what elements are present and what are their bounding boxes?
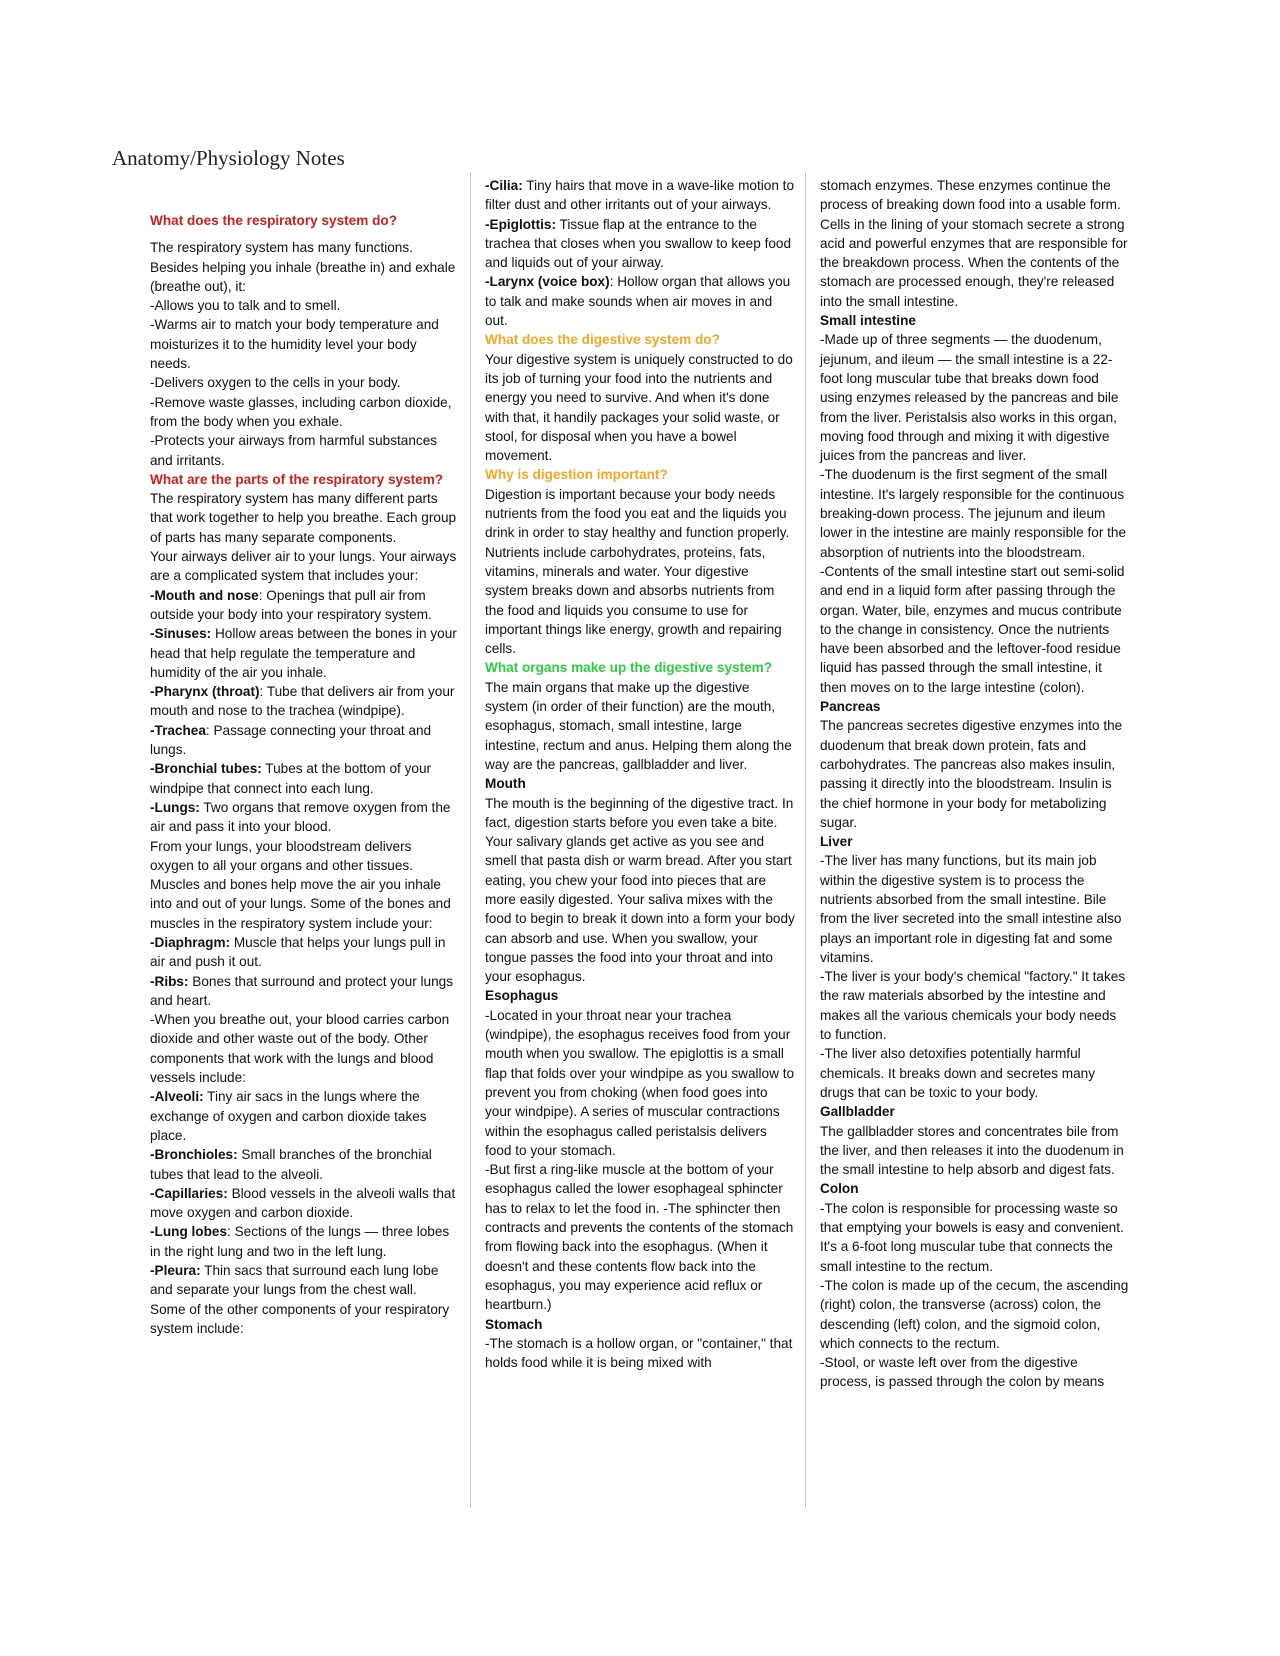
term-definition: Tiny hairs that move in a wave-like motion to filter dust and other irritants out of your airways.	[485, 178, 795, 213]
paragraph: Your airways deliver air to your lungs. Your airways are a complicated system that includes your:	[150, 549, 457, 584]
term-item	[150, 1145, 458, 1184]
term-item	[150, 586, 458, 625]
paragraph: stomach enzymes. These enzymes continue the process of breaking down food into a usable form. Cells in the lining of your stomach secrete a strong acid and powerful enzymes that are responsible for the breakdown process. When the contents of the stomach are processed enough, they're released into the small intestine.	[820, 178, 1128, 309]
paragraph: The respiratory system has many functions. Besides helping you inhale (breathe in) and exhale (breathe out), it:	[150, 240, 456, 294]
paragraph: -The duodenum is the first segment of the small intestine. It's largely responsible for the continuous breaking-down process. The jejunum and ileum lower in the intestine are mainly responsible for the absorption of nutrients into the bloodstream.	[820, 467, 1127, 560]
column-divider	[805, 172, 806, 1508]
term: -Epiglottis:	[485, 216, 556, 232]
term-definition: Two organs that remove oxygen from the air and pass it into your blood.	[150, 799, 451, 835]
paragraph: -When you breathe out, your blood carries carbon dioxide and other waste out of the body. Other components that work with the lungs and blood vessels include:	[150, 1012, 450, 1086]
term-definition: Blood vessels in the alveoli walls that move oxygen and carbon dioxide.	[150, 1185, 456, 1221]
column-divider	[470, 172, 471, 1508]
section-heading: Why is digestion important?	[485, 467, 668, 483]
term: -Capillaries:	[150, 1185, 228, 1201]
term: -Trachea	[150, 722, 206, 738]
bullet-item: -Remove waste glasses, including carbon dioxide, from the body when you exhale.	[150, 394, 452, 429]
paragraph: The mouth is the beginning of the digestive tract. In fact, digestion starts before you even take a bite. Your salivary glands get active as you see and smell that pasta dish or warm bread. After you start eating, you chew your food into pieces that are more easily digested. Your saliva mixes with the food to begin to break it down into a form your body can absorb and use. When you swallow, your tongue passes the food into your throat and into your esophagus.	[485, 795, 795, 985]
paragraph: -Located in your throat near your trachea (windpipe), the esophagus receives food from your mouth when you swallow. The epiglottis is a small flap that folds over your windpipe as you swallow to prevent you from choking (when food goes into your windpipe). A series of muscular contractions within the esophagus called peristalsis delivers food to your stomach.	[485, 1007, 795, 1158]
term-item	[485, 176, 795, 215]
term-item	[150, 1184, 458, 1223]
term-item	[485, 272, 795, 330]
term-item	[150, 759, 458, 798]
term-definition: : Hollow organ that allows you to talk and make sounds when air moves in and out.	[485, 274, 791, 329]
term: -Sinuses:	[150, 626, 212, 642]
column-organs	[820, 176, 1130, 1392]
subheading: Gallbladder	[820, 1104, 895, 1120]
term-definition: : Openings that pull air from outside your body into your respiratory system.	[150, 587, 432, 622]
term-item	[150, 1087, 458, 1145]
subheading: Liver	[820, 834, 853, 850]
paragraph: Muscles and bones help move the air you inhale into and out of your lungs. Some of the bones and muscles in the respiratory system include your:	[150, 877, 451, 931]
subheading: Small intestine	[820, 313, 916, 329]
term-definition: Small branches of the bronchial tubes that lead to the alveoli.	[150, 1147, 432, 1182]
paragraph: The gallbladder stores and concentrates bile from the liver, and then releases it into the duodenum in the small intestine to help absorb and digest fats.	[820, 1123, 1124, 1178]
subheading: Esophagus	[485, 988, 559, 1004]
term: -Pharynx (throat)	[150, 684, 260, 700]
subheading: Colon	[820, 1181, 859, 1197]
term: -Ribs:	[150, 973, 189, 989]
subheading: Pancreas	[820, 699, 881, 715]
term-item	[150, 682, 458, 721]
paragraph: From your lungs, your bloodstream delivers oxygen to all your organs and other tissues.	[150, 838, 413, 873]
term-definition: : Sections of the lungs — three lobes in the right lung and two in the left lung.	[150, 1224, 450, 1259]
paragraph: Your digestive system is uniquely constructed to do its job of turning your food into the nutrients and energy you need to survive. And when it's done with that, it handily packages your solid waste, or stool, for disposal when you have a bowel movement.	[485, 351, 793, 464]
column-respiratory	[150, 211, 458, 1338]
paragraph: -The stomach is a hollow organ, or "container," that holds food while it is being mixed with	[485, 1335, 793, 1371]
paragraph: -The colon is responsible for processing waste so that emptying your bowels is easy and convenient. It's a 6-foot long muscular tube that connects the small intestine to the rectum.	[820, 1200, 1124, 1274]
term-definition: Hollow areas between the bones in your head that help regulate the temperature and humidity of the air you inhale.	[150, 626, 457, 680]
term-definition: Bones that surround and protect your lungs and heart.	[150, 973, 454, 1008]
paragraph: -Contents of the small intestine start out semi-solid and end in a liquid form after passing through the organ. Water, bile, enzymes and mucus contribute to the change in consistency. Once the nutrients have been absorbed and the leftover-food residue liquid has passed through the small intestine, it then moves on to the large intestine (colon).	[820, 563, 1125, 695]
page-title: Anatomy/Physiology Notes	[112, 146, 345, 170]
paragraph: -But first a ring-like muscle at the bottom of your esophagus called the lower esophageal sphincter has to relax to let the food in. -The sphincter then contracts and prevents the contents of the stomach from flowing back into the esophagus. (When it doesn't and these contents flow back into the esophagus, you may experience acid reflux or heartburn.)	[485, 1162, 794, 1313]
term-item	[150, 798, 458, 837]
paragraph: The main organs that make up the digestive system (in order of their function) are the mouth, esophagus, stomach, small intestine, large intestine, rectum and anus. Helping them along the way are the pancreas, gallbladder and liver.	[485, 679, 792, 772]
term: -Pleura:	[150, 1263, 201, 1279]
paragraph: -The liver also detoxifies potentially harmful chemicals. It breaks down and secretes many drugs that can be toxic to your body.	[820, 1046, 1096, 1100]
paragraph: Some of the other components of your respiratory system include:	[150, 1301, 450, 1336]
term: -Lungs:	[150, 799, 200, 815]
section-heading: What does the respiratory system do?	[150, 213, 398, 228]
bullet-item: -Delivers oxygen to the cells in your body.	[150, 375, 401, 391]
paragraph: -Made up of three segments — the duodenum, jejunum, and ileum — the small intestine is a 22-foot long muscular tube that breaks down food using enzymes released by the pancreas and bile from the liver. Peristalsis also works in this organ, moving food through and mixing it with digestive juices from the pancreas and liver.	[820, 332, 1119, 464]
bullet-item: -Allows you to talk and to smell.	[150, 298, 341, 314]
bullet-item: -Protects your airways from harmful substances and irritants.	[150, 433, 438, 468]
subheading: Stomach	[485, 1316, 543, 1332]
paragraph: The respiratory system has many different parts that work together to help you breathe. Each group of parts has many separate components.	[150, 491, 457, 545]
term: -Mouth and nose	[150, 587, 259, 603]
term-definition: Tissue flap at the entrance to the trachea that closes when you swallow to keep food and liquids out of your airway.	[485, 216, 792, 271]
term: -Lung lobes	[150, 1224, 228, 1240]
term: -Alveoli:	[150, 1089, 204, 1105]
term-definition: Tubes at the bottom of your windpipe that connect into each lung.	[150, 761, 432, 796]
term-item	[150, 933, 458, 972]
paragraph: -The liver has many functions, but its main job within the digestive system is to process the nutrients absorbed from the small intestine. Bile from the liver secreted into the small intestine also plays an important role in digesting fat and some vitamins.	[820, 853, 1122, 965]
term-item	[150, 1261, 458, 1300]
term: -Cilia:	[485, 178, 523, 193]
term-item	[150, 721, 458, 760]
subheading: Mouth	[485, 776, 526, 792]
term: -Diaphragm:	[150, 934, 231, 950]
term-definition: : Passage connecting your throat and lungs.	[150, 722, 432, 758]
term-item	[150, 1222, 458, 1261]
term-definition: Tiny air sacs in the lungs where the exchange of oxygen and carbon dioxide takes place.	[150, 1089, 427, 1143]
section-heading: What does the digestive system do?	[485, 332, 720, 348]
term-definition: Thin sacs that surround each lung lobe and separate your lungs from the chest wall.	[150, 1263, 439, 1298]
paragraph: -Stool, or waste left over from the digestive process, is passed through the colon by means	[820, 1355, 1105, 1390]
term-item	[150, 624, 458, 682]
term: -Bronchioles:	[150, 1147, 238, 1163]
bullet-item: -Warms air to match your body temperature and moisturizes it to the humidity level your body needs.	[150, 317, 439, 372]
term: -Bronchial tubes:	[150, 761, 262, 777]
paragraph: The pancreas secretes digestive enzymes into the duodenum that break down protein, fats and carbohydrates. The pancreas also makes insulin, passing it directly into the bloodstream. Insulin is the chief hormone in your body for metabolizing sugar.	[820, 718, 1123, 830]
paragraph: -The liver is your body's chemical "factory." It takes the raw materials absorbed by the intestine and makes all the various chemicals your body needs to function.	[820, 969, 1126, 1043]
column-digestive	[485, 176, 795, 1372]
section-heading: What organs make up the digestive system?	[485, 660, 773, 676]
paragraph: -The colon is made up of the cecum, the ascending (right) colon, the transverse (across) colon, the descending (left) colon, and the sigmoid colon, which connects to the rectum.	[820, 1277, 1129, 1351]
term-item	[485, 215, 795, 273]
term-definition: : Tube that delivers air from your mouth and nose to the trachea (windpipe).	[150, 684, 455, 719]
term: -Larynx (voice box)	[485, 274, 610, 290]
term-definition: Muscle that helps your lungs pull in air and push it out.	[150, 934, 446, 970]
paragraph: Digestion is important because your body needs nutrients from the food you eat and the liquids you drink in order to stay healthy and function properly. Nutrients include carbohydrates, proteins, fats, vitamins, minerals and water. Your digestive system breaks down and absorbs nutrients from the food and liquids you consume to use for important things like energy, growth and repairing cells.	[485, 486, 790, 657]
term-item	[150, 972, 458, 1011]
section-heading: What are the parts of the respiratory system?	[150, 471, 444, 487]
